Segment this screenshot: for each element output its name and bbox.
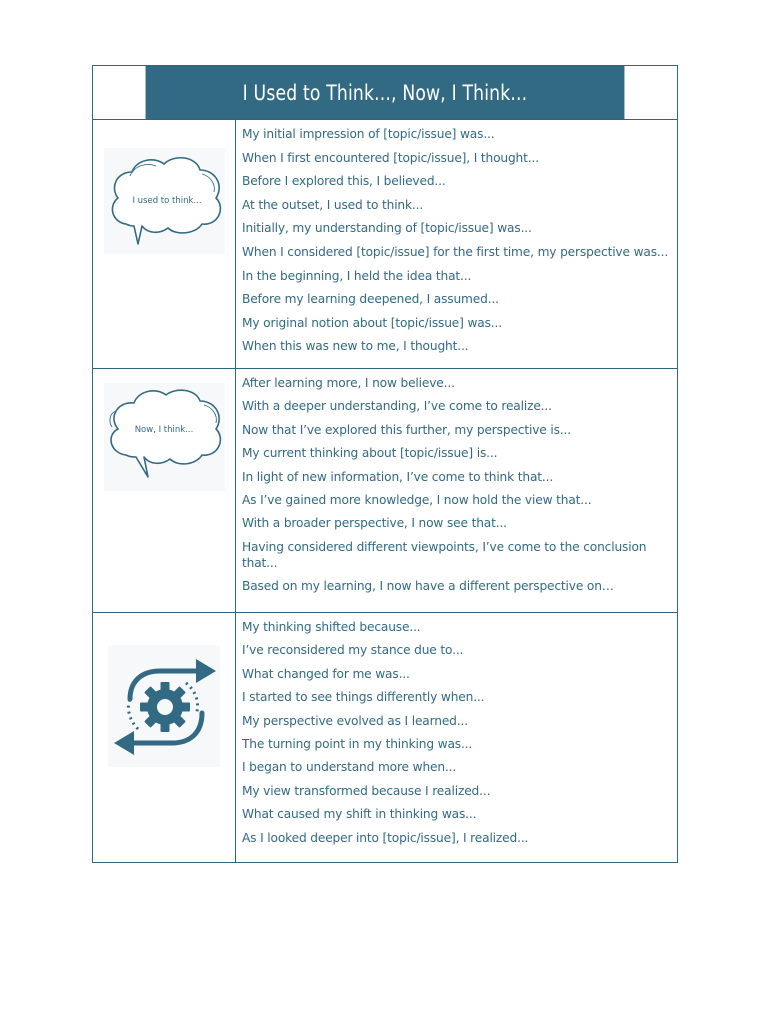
prompt-item: My thinking shifted because... bbox=[242, 620, 421, 634]
section-used-to-think bbox=[93, 119, 677, 368]
bubble-label: I used to think... bbox=[131, 196, 202, 206]
prompt-item: Before my learning deepened, I assumed... bbox=[242, 292, 499, 307]
prompt-item: Having considered different viewpoints, I’ve come to the conclusion that... bbox=[242, 539, 647, 570]
prompt-item: In the beginning, I held the idea that... bbox=[242, 268, 472, 283]
prompt-item: My current thinking about [topic/issue] is... bbox=[242, 446, 498, 461]
prompt-item: Based on my learning, I now have a different perspective on… bbox=[242, 579, 614, 594]
prompt-item: In light of new information, I’ve come to think that... bbox=[242, 469, 554, 484]
prompt-item: Initially, my understanding of [topic/issue] was... bbox=[242, 221, 532, 236]
thought-bubble-icon bbox=[104, 148, 225, 254]
prompt-item: When this was new to me, I thought... bbox=[242, 339, 469, 354]
prompt-item: My original notion about [topic/issue] was... bbox=[242, 315, 502, 330]
prompt-item: I’ve reconsidered my stance due to... bbox=[242, 643, 464, 658]
prompt-item: When I first encountered [topic/issue], I thought... bbox=[242, 150, 539, 165]
prompt-item: My initial impression of [topic/issue] was... bbox=[242, 127, 495, 141]
gear-cycle-icon bbox=[108, 645, 220, 767]
worksheet bbox=[92, 65, 678, 863]
thought-bubble-icon bbox=[104, 383, 225, 491]
prompt-item: After learning more, I now believe... bbox=[242, 376, 455, 390]
prompt-list bbox=[236, 613, 677, 862]
prompt-item: My view transformed because I realized... bbox=[242, 783, 491, 798]
prompt-item: As I looked deeper into [topic/issue], I realized... bbox=[242, 830, 529, 845]
page-title: I Used to Think..., Now, I Think... bbox=[146, 66, 625, 119]
section-shift bbox=[93, 612, 677, 862]
prompt-item: What caused my shift in thinking was... bbox=[242, 807, 477, 822]
prompt-item: The turning point in my thinking was... bbox=[242, 736, 473, 751]
icon-cell bbox=[93, 120, 236, 368]
prompt-item: I began to understand more when... bbox=[242, 760, 457, 775]
prompt-item: Now that I’ve explored this further, my perspective is... bbox=[242, 422, 571, 437]
prompt-list bbox=[236, 120, 677, 368]
prompt-item: With a broader perspective, I now see that... bbox=[242, 516, 507, 531]
prompt-list bbox=[236, 369, 677, 612]
prompt-item: As I’ve gained more knowledge, I now hold the view that... bbox=[242, 492, 592, 507]
prompt-item: My perspective evolved as I learned... bbox=[242, 713, 468, 728]
icon-cell bbox=[93, 369, 236, 612]
prompt-item: What changed for me was... bbox=[242, 666, 410, 681]
prompt-item: With a deeper understanding, I’ve come to realize... bbox=[242, 399, 552, 414]
prompt-item: Before I explored this, I believed... bbox=[242, 174, 446, 189]
prompt-item: I started to see things differently when... bbox=[242, 690, 485, 705]
icon-cell bbox=[93, 613, 236, 862]
prompt-item: When I considered [topic/issue] for the first time, my perspective was... bbox=[242, 244, 669, 259]
prompt-item: At the outset, I used to think... bbox=[242, 197, 424, 212]
bubble-label: Now, I think... bbox=[134, 425, 193, 435]
section-now-i-think bbox=[93, 368, 677, 612]
